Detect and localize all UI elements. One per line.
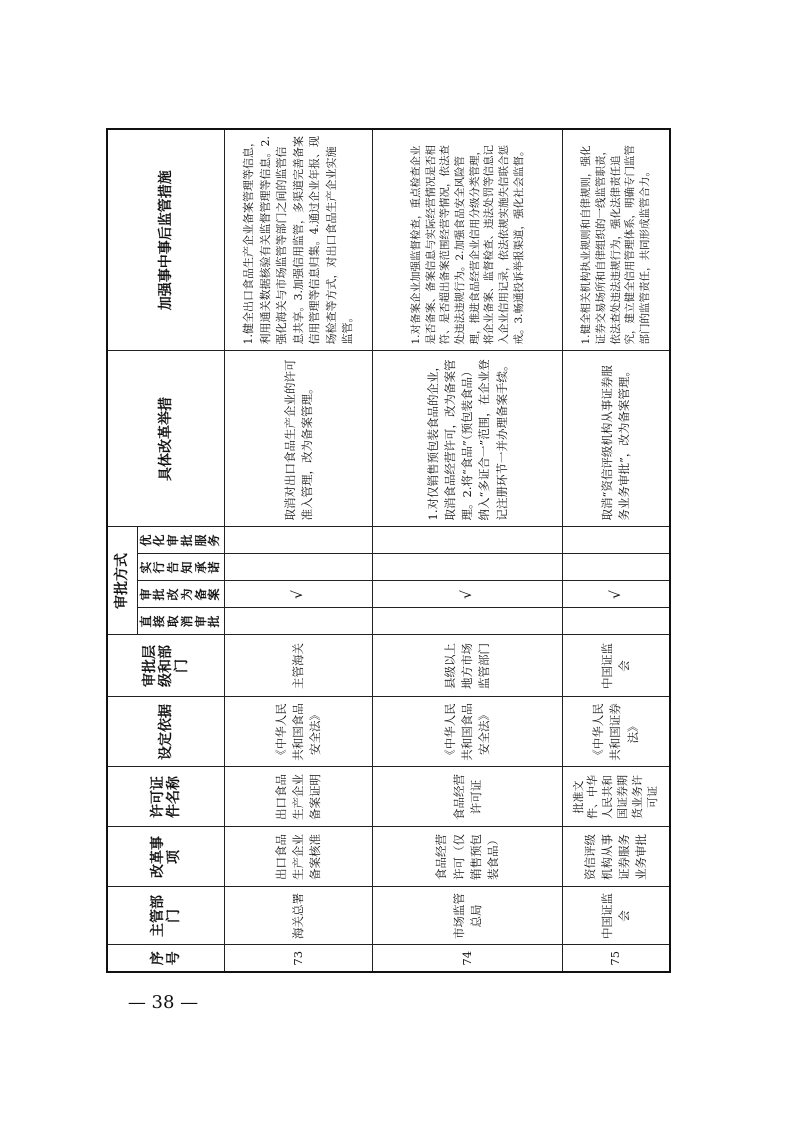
row-seq: 75 xyxy=(563,945,670,972)
header-seq: 序号 xyxy=(107,945,225,972)
row-license: 出口食品生产企业备案证明 xyxy=(225,767,373,827)
row-item: 食品经营许可（仅销售预包装食品） xyxy=(373,827,563,887)
header-supervision: 加强事中事后监管措施 xyxy=(107,129,225,351)
row-license: 食品经营许可证 xyxy=(373,767,563,827)
row-dept: 市场监管总局 xyxy=(373,887,563,945)
table-row xyxy=(563,129,670,972)
row-item: 资信评级机构从事证券服务业务审批 xyxy=(563,827,670,887)
table-row xyxy=(225,129,373,972)
header-mode-filing: 审批改为备案 xyxy=(137,581,225,608)
row-mode-filing: √ xyxy=(225,581,373,608)
page-number: — 38 — xyxy=(127,992,199,1013)
row-mode-filing: √ xyxy=(563,581,670,608)
header-mode-optimize: 优化审批服务 xyxy=(137,527,225,554)
row-measures: 取消对出口食品生产企业的许可准入管理，改为备案管理。 xyxy=(225,351,373,527)
row-measures: 1.对仅销售预包装食品的企业，取消食品经营许可，改为备案管理。2.将“食品”（预包装食品）纳入“多证合一”范围，在企业登记注册环节一并办理备案手续。 xyxy=(373,351,563,527)
row-mode-notify xyxy=(373,554,563,581)
header-dept: 主管部门 xyxy=(107,887,225,945)
row-mode-optimize xyxy=(225,527,373,554)
row-basis: 《中华人民共和国食品安全法》 xyxy=(225,697,373,767)
table-row xyxy=(373,129,563,972)
row-item: 出口食品生产企业备案核准 xyxy=(225,827,373,887)
row-seq: 74 xyxy=(373,945,563,972)
header-license: 许可证件名称 xyxy=(107,767,225,827)
row-basis: 《中华人民共和国证券法》 xyxy=(563,697,670,767)
row-level: 主管海关 xyxy=(225,635,373,697)
row-mode-notify xyxy=(563,554,670,581)
row-basis: 《中华人民共和国食品安全法》 xyxy=(373,697,563,767)
header-level: 审批层级和部门 xyxy=(107,635,225,697)
header-mode-group: 审批方式 xyxy=(107,527,137,635)
row-supervision: 1.健全出口食品生产企业备案管理等信息，利用通关数据核验有关监督管理等信息。2.强化海关与市场监管等部门之间的监管信息共享。3.加强信用监管，多渠道完善备案信用管理等信息归集。4.通过企业年报、现场检查等方式，对出口食品生产企业实施监管。 xyxy=(225,129,373,351)
row-supervision: 1.对备案企业加强监督检查，重点检查企业是否备案、备案信息与实际经营情况是否相符、是否超出备案范围经营等情况，依法查处违法违规行为。2.加强食品安全风险管理，推进食品经营企业信用分级分类管理，将企业备案、监督检查、违法处罚等信息记入企业信用记录，依法依规实施失信联合惩戒。3.畅通投诉举报渠道，强化社会监督。 xyxy=(373,129,563,351)
row-supervision: 1.健全相关机构执业规则和自律规则，强化证券交易场所和自律组织的一线监管职责，依法查处违法违规行为，强化法律责任追究，建立健全信用管理体系，明确专门监管部门的监管责任，共同形成监管合力。 xyxy=(563,129,670,351)
row-measures: 取消“资信评级机构从事证券服务业务审批”，改为备案管理。 xyxy=(563,351,670,527)
row-mode-filing: √ xyxy=(373,581,563,608)
row-mode-optimize xyxy=(373,527,563,554)
row-mode-notify xyxy=(225,554,373,581)
reform-table xyxy=(106,128,671,973)
row-level: 中国证监会 xyxy=(563,635,670,697)
row-dept: 海关总署 xyxy=(225,887,373,945)
row-mode-optimize xyxy=(563,527,670,554)
row-seq: 73 xyxy=(225,945,373,972)
rotated-table-wrapper xyxy=(106,130,659,973)
row-mode-cancel xyxy=(373,608,563,635)
header-item: 改革事项 xyxy=(107,827,225,887)
row-level: 县级以上地方市场监管部门 xyxy=(373,635,563,697)
header-mode-cancel: 直接取消审批 xyxy=(137,608,225,635)
header-measures: 具体改革举措 xyxy=(107,351,225,527)
row-mode-cancel xyxy=(225,608,373,635)
row-mode-cancel xyxy=(563,608,670,635)
row-license: 批准文件、中华人民共和国证券期货业务许可证 xyxy=(563,767,670,827)
header-mode-notify: 实行告知承诺 xyxy=(137,554,225,581)
header-basis: 设定依据 xyxy=(107,697,225,767)
row-dept: 中国证监会 xyxy=(563,887,670,945)
